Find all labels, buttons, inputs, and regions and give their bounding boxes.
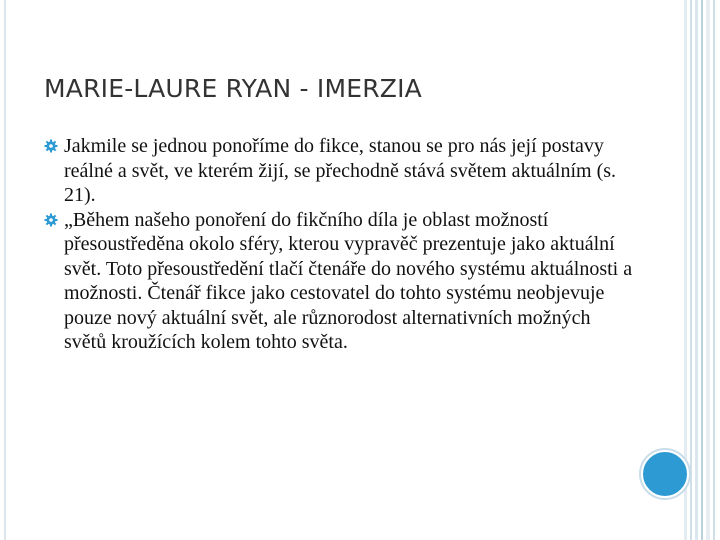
- stripe: [695, 0, 698, 540]
- bullet-item: [44, 134, 634, 208]
- bullet-item: [44, 208, 634, 355]
- stripe: [690, 0, 692, 540]
- accent-circle: [641, 450, 689, 498]
- bullet-list: [44, 134, 634, 355]
- slide-title: MARIE-LAURE RYAN - IMERZIA: [44, 74, 422, 103]
- stripe: [706, 0, 710, 540]
- gear-bullet-icon: [44, 139, 58, 153]
- stripe: [701, 0, 703, 540]
- left-border-line: [4, 0, 6, 540]
- gear-bullet-icon: [44, 213, 58, 227]
- bullet-text: „Během našeho ponoření do fikčního díla je oblast možností přesoustředěna okolo sféry, kterou vypravěč prezentuje jako aktuální svět. Toto přesoustředění tlačí čtenáře do nového systému aktuálnosti a možnosti. Čtenář fikce jako cestovatel do tohto systému neobjevuje pouze nový aktuální svět, ale různorodost alternativních možných světů kroužících kolem tohto světa.: [64, 208, 633, 353]
- stripe: [713, 0, 715, 540]
- right-decorative-stripes: [684, 0, 720, 540]
- bullet-text: Jakmile se jednou ponoříme do fikce, stanou se pro nás její postavy reálné a svět, ve kterém žijí, se přechodně stává světem aktuálním (s. 21).: [64, 135, 617, 206]
